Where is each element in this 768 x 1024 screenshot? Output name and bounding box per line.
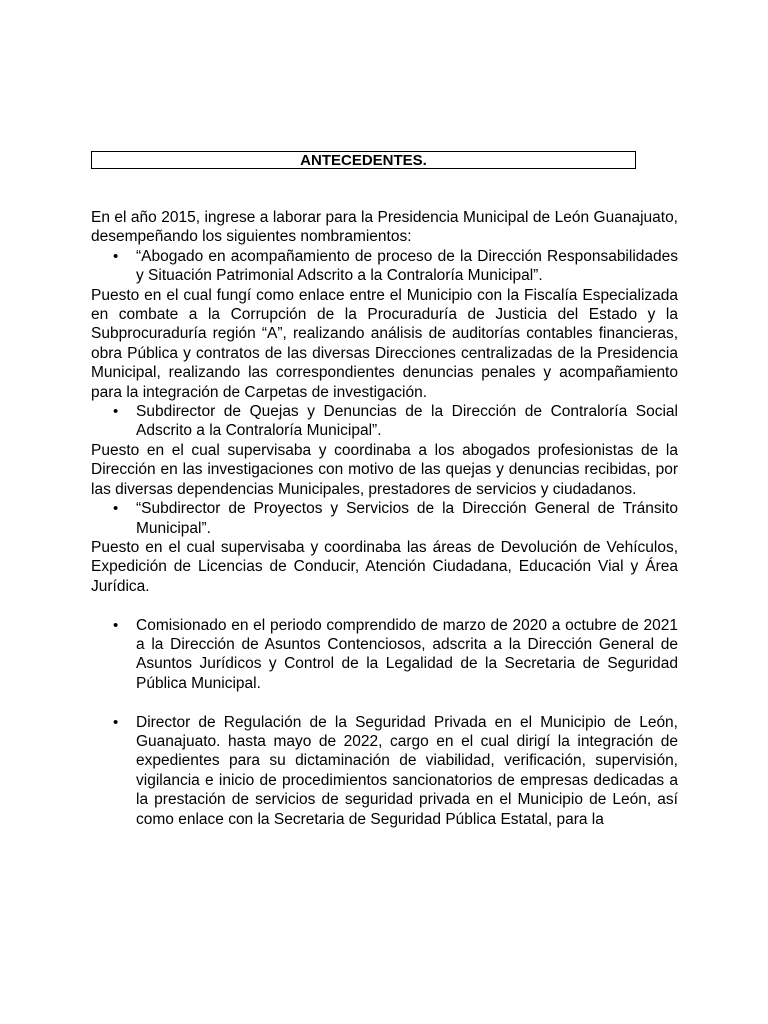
section-title: ANTECEDENTES.	[91, 151, 636, 169]
bullet-icon: •	[113, 403, 119, 421]
appointment-list-3	[91, 499, 678, 538]
list-item-director-seguridad-privada	[91, 713, 678, 829]
list-item-subdirector-transito	[91, 499, 678, 538]
paragraph-abogado-details: Puesto en el cual fungí como enlace entre el Municipio con la Fiscalía Especializada en combate a la Corrupción de la Procuraduría de Justicia del Estado y la Subprocuraduría región “A”, realizando análisis de auditorías contables financieras, obra Pública y contratos de las diversas Direcciones centralizadas de la Presidencia Municipal, realizando las correspondientes denuncias penales y acompañamiento para la integración de Carpetas de investigación.	[91, 286, 678, 401]
list-item-text: Subdirector de Quejas y Denuncias de la Dirección de Contraloría Social Adscrito a la Contraloría Municipal”.	[136, 403, 678, 440]
intro-paragraph: En el año 2015, ingrese a laborar para la Presidencia Municipal de León Guanajuato, desempeñando los siguientes nombramientos:	[91, 209, 678, 246]
spacer	[91, 596, 678, 615]
appointment-list-5	[91, 713, 678, 829]
list-item-text: “Subdirector de Proyectos y Servicios de la Dirección General de Tránsito Municipal”.	[136, 500, 678, 537]
list-item-text: “Abogado en acompañamiento de proceso de la Dirección Responsabilidades y Situación Patrimonial Adscrito a la Contraloría Municipal”.	[136, 247, 678, 285]
bullet-icon: •	[113, 500, 119, 518]
appointment-list-4	[91, 616, 678, 694]
list-item-subdirector-quejas	[91, 402, 678, 441]
document-body	[91, 208, 678, 829]
bullet-icon: •	[113, 713, 119, 731]
bullet-icon: •	[113, 616, 119, 634]
appointment-list-1	[91, 247, 678, 286]
appointment-list-2	[91, 402, 678, 441]
paragraph-transito-details: Puesto en el cual supervisaba y coordinaba las áreas de Devolución de Vehículos, Expedición de Licencias de Conducir, Atención Ciudadana, Educación Vial y Área Jurídica.	[91, 538, 678, 595]
list-item-text: Comisionado en el periodo comprendido de marzo de 2020 a octubre de 2021 a la Dirección de Asuntos Contenciosos, adscrita a la Dirección General de Asuntos Jurídicos y Control de la Legalidad de la Secretaria de Seguridad Pública Municipal.	[136, 616, 678, 692]
list-item-abogado	[91, 247, 678, 286]
paragraph-quejas-details: Puesto en el cual supervisaba y coordinaba a los abogados profesionistas de la Dirección en las investigaciones con motivo de las quejas y denuncias recibidas, por las diversas dependencias Municipales, prestadores de servicios y ciudadanos.	[91, 441, 678, 498]
list-item-text: Director de Regulación de la Seguridad Privada en el Municipio de León, Guanajuato. hasta mayo de 2022, cargo en el cual dirigí la integración de expedientes para su dictaminación de viabilidad, verificación, supervisión, vigilancia e inicio de procedimientos sancionatorios de empresas dedicadas a la prestación de servicios de seguridad privada en el Municipio de León, así como enlace con la Secretaria de Seguridad Pública Estatal, para la	[136, 713, 678, 828]
spacer	[91, 693, 678, 712]
bullet-icon: •	[113, 247, 119, 265]
list-item-comisionado	[91, 616, 678, 694]
